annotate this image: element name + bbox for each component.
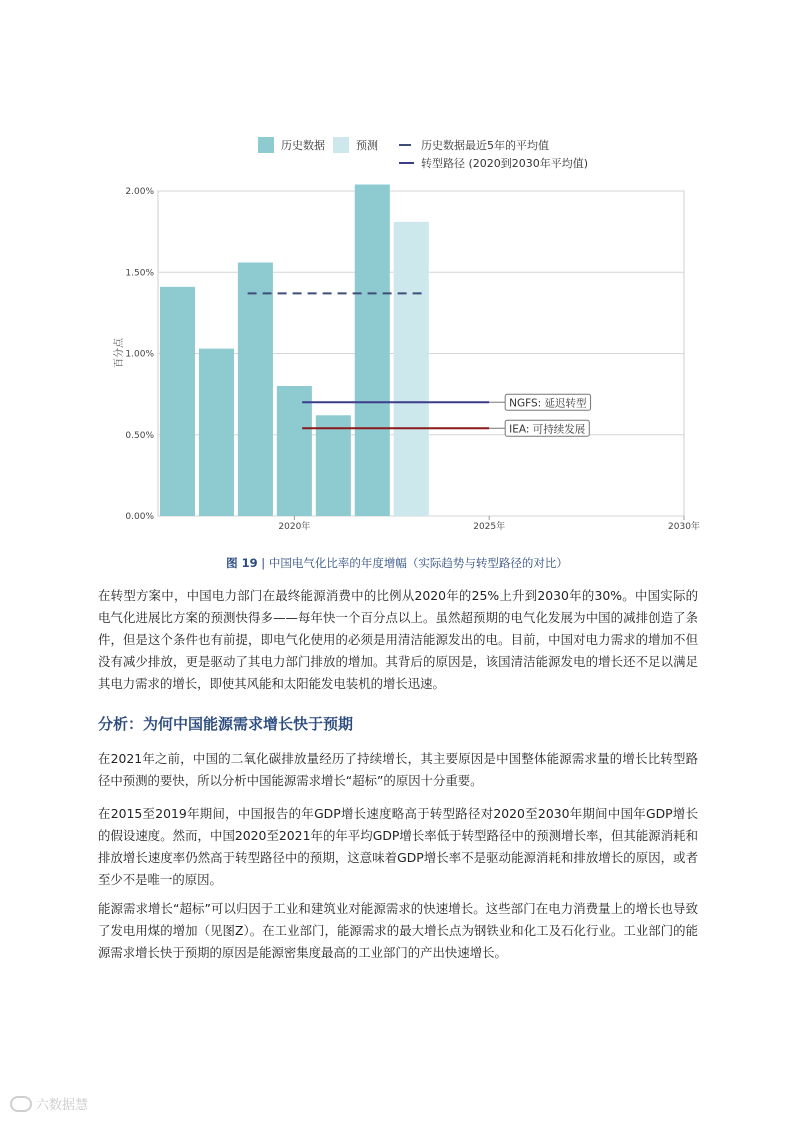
- x-tick-label: 2020年: [278, 522, 311, 532]
- bar-2022: [355, 185, 390, 517]
- annotations: [489, 394, 590, 436]
- watermark: [10, 1094, 88, 1113]
- caption-text: 中国电气化比率的年度增幅（实际趋势与转型路径的对比）: [268, 556, 568, 570]
- y-tick-label: 0.50%: [125, 430, 154, 441]
- watermark-text: 六数据慧: [36, 1098, 89, 1113]
- figure-number: 图 19: [226, 556, 258, 570]
- legend-label-forecast: 预测: [356, 139, 378, 152]
- chart-legend: [258, 137, 588, 170]
- electrification-chart: [0, 0, 794, 560]
- legend-swatch-forecast: [333, 137, 349, 153]
- y-tick-label: 1.50%: [125, 268, 154, 279]
- y-axis-label: 百分点: [114, 338, 125, 368]
- legend-label-transition: 转型路径 (2020到2030年平均值): [421, 157, 589, 170]
- y-tick-label: 1.00%: [125, 349, 154, 360]
- legend-label-recent-avg: 历史数据最近5年的平均值: [421, 139, 549, 152]
- figure-caption: [0, 555, 794, 571]
- bars: [160, 185, 429, 517]
- legend-swatch-historical: [258, 137, 274, 153]
- bar-2018: [199, 349, 234, 516]
- paragraph-gdp-growth: 在2015至2019年期间，中国报告的年GDP增长速度略高于转型路径对2020至2030年期间中国年GDP增长的假设速度。然而，中国2020至2021年的年平均GDP增长率低于转型路径中的预测增长率，但其能源消耗和排放增长速度率仍然高于转型路径中的预期，这意味着GDP增长率不是驱动能源消耗和排放增长的原因，或者至少不是唯一的原因。: [98, 806, 698, 887]
- caption-separator: |: [257, 556, 269, 570]
- y-tick-label: 0.00%: [125, 512, 154, 522]
- annotation-label: IEA: 可持续发展: [509, 423, 586, 436]
- bar-2021: [316, 415, 351, 516]
- bar-2017: [160, 287, 195, 516]
- annotation-label: NGFS: 延迟转型: [509, 397, 587, 410]
- bar-2019: [238, 263, 273, 517]
- paragraph-industry-demand: 能源需求增长“超标”可以归因于工业和建筑业对能源需求的快速增长。这些部门在电力消费量上的增长也导致了发电用煤的增加（见图Z）。在工业部门，能源需求的最大增长点为钢铁业和化工及石化行业。工业部门的能源需求增长快于预期的原因是能源密集度最高的工业部门的产出快速增长。: [98, 901, 698, 960]
- bar-2020: [277, 386, 312, 516]
- x-tick-label: 2025年: [473, 522, 506, 532]
- x-tick-label: 2030年: [668, 522, 700, 532]
- section-heading: 分析：为何中国能源需求增长快于预期: [98, 715, 354, 733]
- y-tick-label: 2.00%: [125, 187, 154, 197]
- legend-label-historical: 历史数据: [281, 139, 325, 152]
- paragraph-emissions-growth: 在2021年之前，中国的二氧化碳排放量经历了持续增长，其主要原因是中国整体能源需求量的增长比转型路径中预测的要快，所以分析中国能源需求增长“超标”的原因十分重要。: [98, 751, 698, 788]
- paragraph-electrification: 在转型方案中，中国电力部门在最终能源消费中的比例从2020年的25%上升到2030年的30%。中国实际的电气化进展比方案的预测快得多——每年快一个百分点以上。虽然超预期的电气化发展为中国的减排创造了条件，但是这个条件也有前提，即电气化使用的必须是用清洁能源发出的电。目前，中国对电力需求的增加不但没有减少排放，更是驱动了其电力部门排放的增加。其背后的原因是，该国清洁能源发电的增长还不足以满足其电力需求的增长，即使其风能和太阳能发电装机的增长迅速。: [98, 588, 698, 691]
- watermark-logo-icon: [10, 1096, 32, 1112]
- bar-2023: [394, 222, 429, 516]
